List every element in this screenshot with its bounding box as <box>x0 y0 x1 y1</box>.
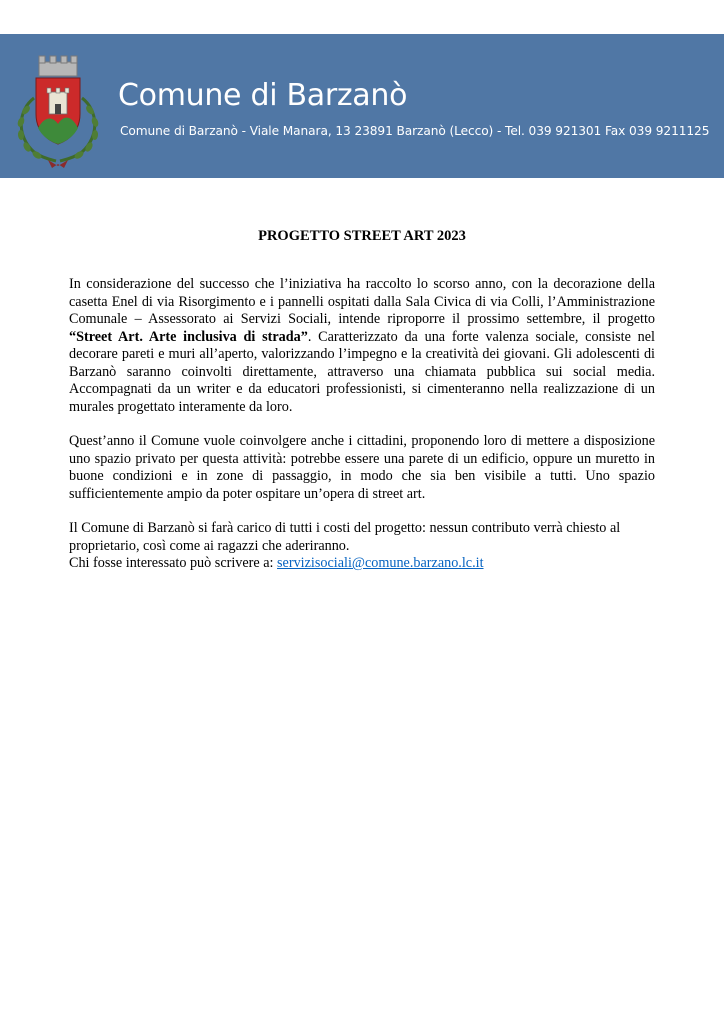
paragraph-citizens: Quest’anno il Comune vuole coinvolgere anche i cittadini, proponendo loro di mettere a disposizione uno spazio privato per questa attività: potrebbe essere una parete di un edificio, oppure un muretto in buone condizioni e in zone di passaggio, in modo che sia ben visibile a tutti. Uno spazio sufficientemente ampio da poter ospitare un’opera di street art. <box>69 433 655 502</box>
paragraph-intro-continuation: . Caratterizzato da una forte valenza sociale, consiste nel decorare pareti e muri all’aperto, valorizzando l’impegno e la creatività dei giovani. Gli adolescenti di Barzanò saranno coinvolti direttamente, attraverso una chiamata pubblica sui social media. Accompagnati da un writer e da educatori professionisti, si cimenteranno nella realizzazione di un murales progettato interamente da loro. <box>69 328 655 415</box>
document-body <box>69 276 655 590</box>
contact-prefix: Chi fosse interessato può scrivere a: <box>69 555 278 571</box>
paragraph-intro <box>69 276 655 416</box>
municipality-name: Comune di Barzanò <box>118 78 408 113</box>
paragraph-costs-text: Il Comune di Barzanò si farà carico di tutti i costi del progetto: nessun contributo verrà chiesto al proprietario, così come ai ragazzi che aderiranno. <box>69 520 621 554</box>
municipality-address: Comune di Barzanò - Viale Manara, 13 23891 Barzanò (Lecco) - Tel. 039 921301 Fax 039 9211125 <box>120 124 710 138</box>
letterhead-banner <box>0 34 724 178</box>
document-title: PROGETTO STREET ART 2023 <box>258 228 466 244</box>
paragraph-costs <box>69 520 655 573</box>
project-name: “Street Art. Arte inclusiva di strada” <box>69 328 308 345</box>
paragraph-intro-text: In considerazione del successo che l’iniziativa ha raccolto lo scorso anno, con la decorazione della casetta Enel di via Risorgimento e i pannelli ospitati dalla Sala Civica di via Colli, l’Amministrazione Comunale – Assessorato ai Servizi Sociali, intende riproporre il prossimo settembre, il progetto <box>69 276 655 327</box>
municipal-crest-icon <box>12 48 104 170</box>
contact-email-link[interactable]: servizisociali@comune.barzano.lc.it <box>277 555 484 571</box>
